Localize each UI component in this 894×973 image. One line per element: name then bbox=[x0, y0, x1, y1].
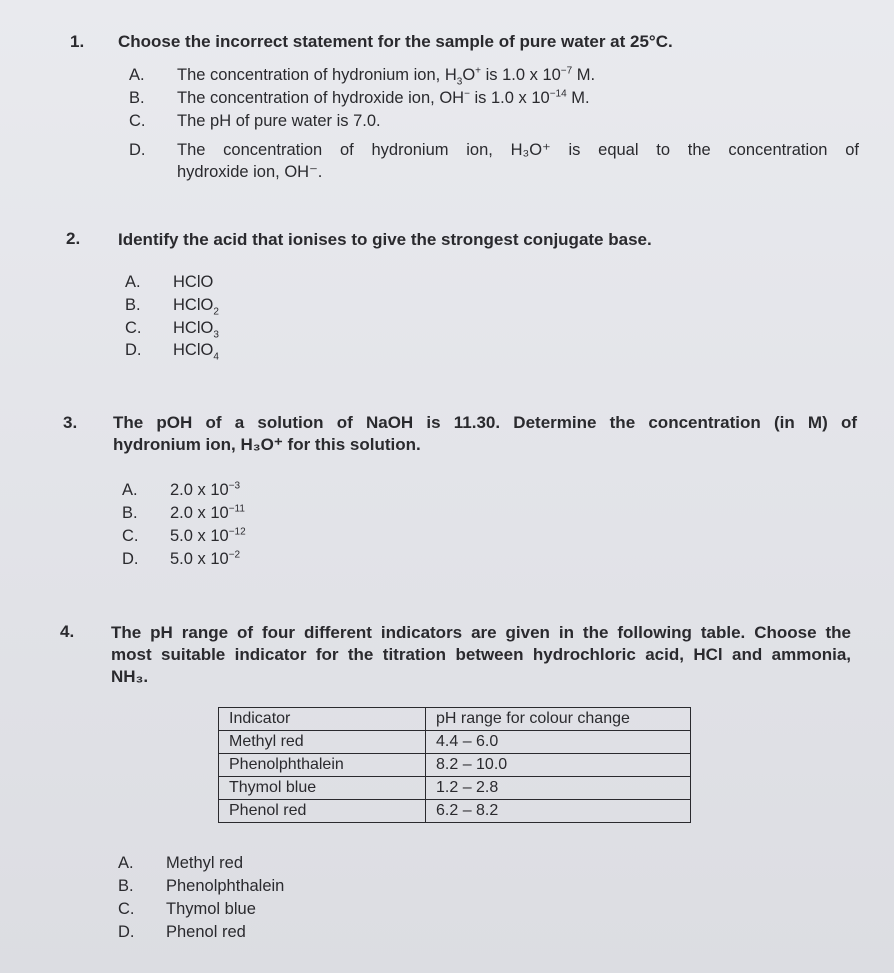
option-letter: B. bbox=[125, 296, 141, 314]
subscript: 2 bbox=[213, 306, 219, 318]
stem-line: most suitable indicator for the titration between hydrochloric acid, HCl and ammonia, bbox=[111, 645, 851, 664]
superscript: −3 bbox=[228, 480, 241, 492]
table-header-cell: pH range for colour change bbox=[426, 708, 691, 731]
option-letter: A. bbox=[122, 481, 138, 499]
q4-option-a[interactable] bbox=[118, 852, 243, 874]
option-letter: B. bbox=[122, 504, 138, 522]
option-letter: C. bbox=[118, 900, 135, 918]
subscript: 3 bbox=[456, 76, 463, 88]
table-cell: 4.4 – 6.0 bbox=[426, 731, 691, 754]
table-cell: 6.2 – 8.2 bbox=[426, 800, 691, 823]
option-text: Phenolphthalein bbox=[166, 877, 285, 895]
question-4-stem bbox=[111, 622, 851, 688]
option-letter: A. bbox=[129, 66, 145, 84]
table-cell: Methyl red bbox=[219, 731, 426, 754]
stem-line: hydronium ion, H₃O⁺ for this solution. bbox=[113, 435, 421, 454]
question-2-stem: Identify the acid that ionises to give the strongest conjugate base. bbox=[118, 230, 652, 249]
option-text: HClO bbox=[173, 273, 214, 291]
q1-option-c[interactable] bbox=[129, 110, 381, 132]
option-text: is 1.0 x 10 bbox=[481, 66, 561, 84]
q3-option-d[interactable] bbox=[122, 548, 240, 570]
table-row bbox=[219, 754, 691, 777]
q2-option-c[interactable] bbox=[125, 317, 219, 339]
q1-option-a[interactable] bbox=[129, 64, 595, 86]
option-text: HClO bbox=[173, 341, 214, 359]
q4-option-b[interactable] bbox=[118, 875, 284, 897]
option-text: Methyl red bbox=[166, 854, 244, 872]
q3-option-b[interactable] bbox=[122, 502, 245, 524]
option-letter: D. bbox=[122, 550, 139, 568]
option-letter: B. bbox=[118, 877, 134, 895]
superscript: −11 bbox=[228, 503, 245, 515]
q3-option-a[interactable] bbox=[122, 479, 240, 501]
option-letter: A. bbox=[125, 273, 141, 291]
stem-line: The pOH of a solution of NaOH is 11.30. Determine the concentration (in M) of bbox=[113, 413, 857, 432]
question-1-stem: Choose the incorrect statement for the sample of pure water at 25°C. bbox=[118, 32, 673, 51]
option-text-continued: hydroxide ion, OH⁻. bbox=[177, 163, 323, 181]
question-3-number: 3. bbox=[63, 413, 78, 432]
option-text: O bbox=[462, 66, 476, 84]
option-text: M. bbox=[572, 66, 596, 84]
option-text: HClO bbox=[173, 319, 214, 337]
option-letter: C. bbox=[125, 319, 142, 337]
subscript: 3 bbox=[213, 329, 219, 341]
option-text: The pH of pure water is 7.0. bbox=[177, 112, 381, 130]
option-text: HClO bbox=[173, 296, 214, 314]
table-cell: Thymol blue bbox=[219, 777, 426, 800]
option-letter: B. bbox=[129, 89, 145, 107]
option-text: Thymol blue bbox=[166, 900, 256, 918]
option-letter: C. bbox=[129, 112, 146, 130]
stem-line: The pH range of four different indicators are given in the following table. Choose the bbox=[111, 623, 851, 642]
option-text: The concentration of hydronium ion, H bbox=[177, 66, 457, 84]
option-letter: A. bbox=[118, 854, 134, 872]
q2-option-d[interactable] bbox=[125, 339, 219, 361]
question-1-number: 1. bbox=[70, 32, 85, 51]
option-letter: D. bbox=[129, 141, 146, 159]
superscript: −2 bbox=[228, 549, 241, 561]
indicator-table bbox=[218, 707, 691, 823]
table-cell: 8.2 – 10.0 bbox=[426, 754, 691, 777]
option-text: 5.0 x 10 bbox=[170, 527, 229, 545]
question-4-number: 4. bbox=[60, 622, 75, 641]
table-row bbox=[219, 731, 691, 754]
table-header-row bbox=[219, 708, 691, 731]
q1-option-b[interactable] bbox=[129, 87, 590, 109]
subscript: 4 bbox=[213, 351, 219, 363]
question-2-number: 2. bbox=[66, 229, 81, 248]
q4-option-d[interactable] bbox=[118, 921, 246, 943]
question-3-stem bbox=[113, 412, 857, 456]
option-text: 2.0 x 10 bbox=[170, 504, 229, 522]
table-cell: Phenol red bbox=[219, 800, 426, 823]
option-text: M. bbox=[566, 89, 590, 107]
superscript: + bbox=[475, 65, 481, 77]
option-letter: C. bbox=[122, 527, 139, 545]
option-text: Phenol red bbox=[166, 923, 246, 941]
option-text: is 1.0 x 10 bbox=[469, 89, 550, 107]
q2-option-b[interactable] bbox=[125, 294, 219, 316]
option-text: The concentration of hydroxide ion, OH bbox=[177, 89, 465, 107]
superscript: −14 bbox=[549, 88, 567, 100]
table-cell: 1.2 – 2.8 bbox=[426, 777, 691, 800]
option-text: 5.0 x 10 bbox=[170, 550, 229, 568]
superscript: − bbox=[464, 88, 470, 100]
superscript: −12 bbox=[228, 526, 246, 538]
table-cell: Phenolphthalein bbox=[219, 754, 426, 777]
q3-option-c[interactable] bbox=[122, 525, 246, 547]
q2-option-a[interactable] bbox=[125, 271, 213, 293]
q4-option-c[interactable] bbox=[118, 898, 256, 920]
stem-line: NH₃. bbox=[111, 667, 149, 686]
q1-option-d[interactable] bbox=[129, 139, 859, 183]
table-row bbox=[219, 777, 691, 800]
table-header-cell: Indicator bbox=[219, 708, 426, 731]
option-letter: D. bbox=[118, 923, 135, 941]
table-row bbox=[219, 800, 691, 823]
superscript: −7 bbox=[560, 65, 573, 77]
option-text: The concentration of hydronium ion, H₃O⁺ is equal to the concentration of bbox=[177, 141, 859, 159]
option-text: 2.0 x 10 bbox=[170, 481, 229, 499]
option-letter: D. bbox=[125, 341, 142, 359]
